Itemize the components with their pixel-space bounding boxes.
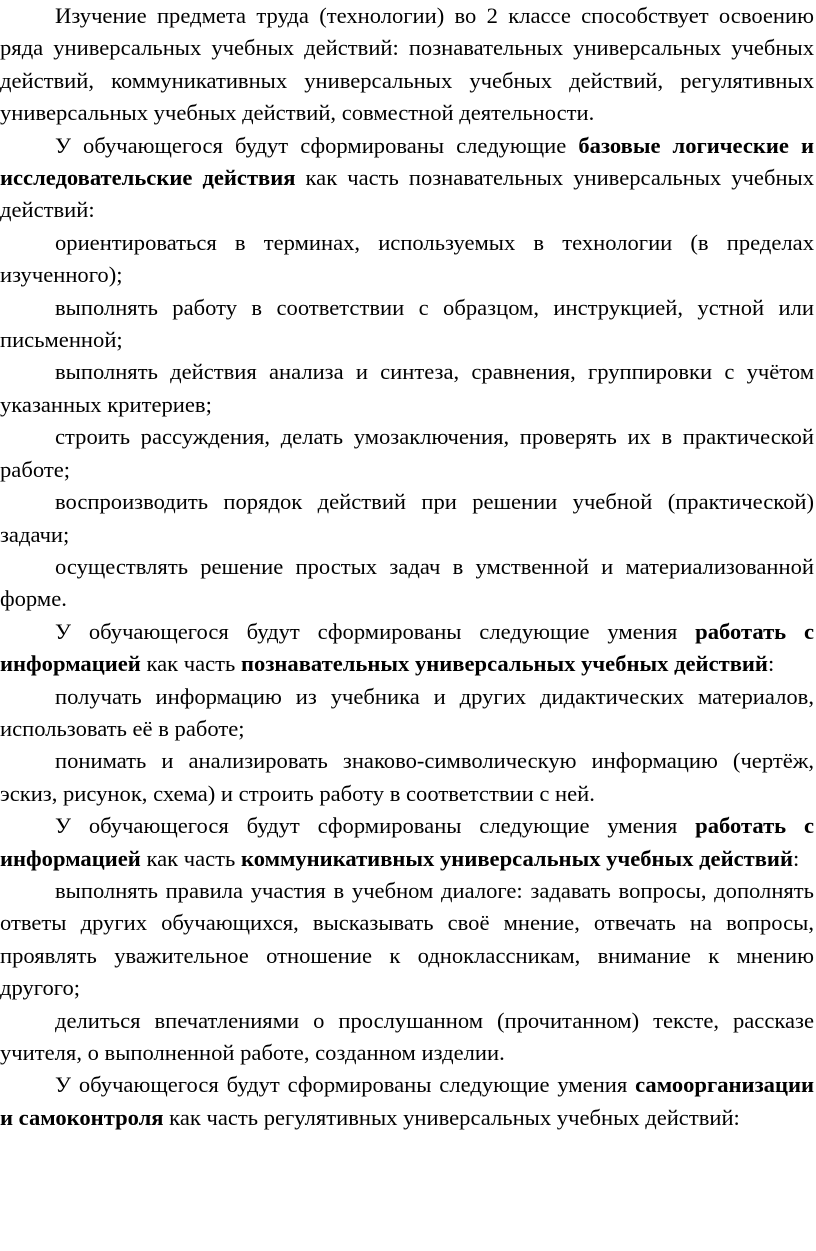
paragraph-info-communicative: У обучающегося будут сформированы следующие умения работать с информацией как часть коммуникативных универсальных учебных действий:	[0, 813, 814, 871]
list-item: делиться впечатлениями о прослушанном (прочитанном) тексте, рассказе учителя, о выполненной работе, созданном изделии.	[0, 1007, 814, 1065]
paragraph-logical-actions: У обучающегося будут сформированы следующие базовые логические и исследовательские действия как часть познавательных универсальных учебных действий:	[0, 132, 815, 223]
list-item: понимать и анализировать знаково-символическую информацию (чертёж, эскиз, рисунок, схема) и строить работу в соответствии с ней.	[0, 748, 814, 806]
bold-term: работать с информацией	[0, 813, 814, 871]
list-item: выполнять действия анализа и синтеза, сравнения, группировки с учётом указанных критериев;	[0, 359, 814, 417]
list-item: воспроизводить порядок действий при решении учебной (практической) задачи;	[0, 489, 814, 547]
bold-term: познавательных универсальных учебных действий	[241, 651, 768, 677]
paragraph-intro: Изучение предмета труда (технологии) во 2 классе способствует освоению ряда универсальных учебных действий: познавательных универсальных учебных действий, коммуникативных универсальных учебных действий, регулятивных универсальных учебных действий, совместной деятельности.	[0, 3, 814, 126]
list-item: ориентироваться в терминах, используемых в технологии (в пределах изученного);	[0, 229, 814, 288]
list-item: осуществлять решение простых задач в умственной и материализованной форме.	[0, 553, 814, 612]
paragraph-info-cognitive: У обучающегося будут сформированы следующие умения работать с информацией как часть познавательных универсальных учебных действий:	[0, 618, 814, 677]
list-item: выполнять работу в соответствии с образцом, инструкцией, устной или письменной;	[0, 294, 814, 353]
list-item: получать информацию из учебника и других дидактических материалов, использовать её в работе;	[0, 683, 814, 741]
paragraph-self-organization: У обучающегося будут сформированы следующие умения самоорганизации и самоконтроля как часть регулятивных универсальных учебных действий:	[0, 1072, 814, 1130]
list-item: строить рассуждения, делать умозаключения, проверять их в практической работе;	[0, 424, 814, 482]
bold-term: коммуникативных универсальных учебных действий	[241, 845, 793, 871]
bold-term: базовые логические и исследовательские действия	[0, 132, 814, 191]
bold-term: работать с информацией	[0, 618, 814, 677]
list-item: выполнять правила участия в учебном диалоге: задавать вопросы, дополнять ответы других обучающихся, высказывать своё мнение, отвечать на вопросы, проявлять уважительное отношение к одноклассникам, внимание к мнению другого;	[0, 877, 814, 1001]
bold-term: самоорганизации и самоконтроля	[0, 1072, 814, 1130]
